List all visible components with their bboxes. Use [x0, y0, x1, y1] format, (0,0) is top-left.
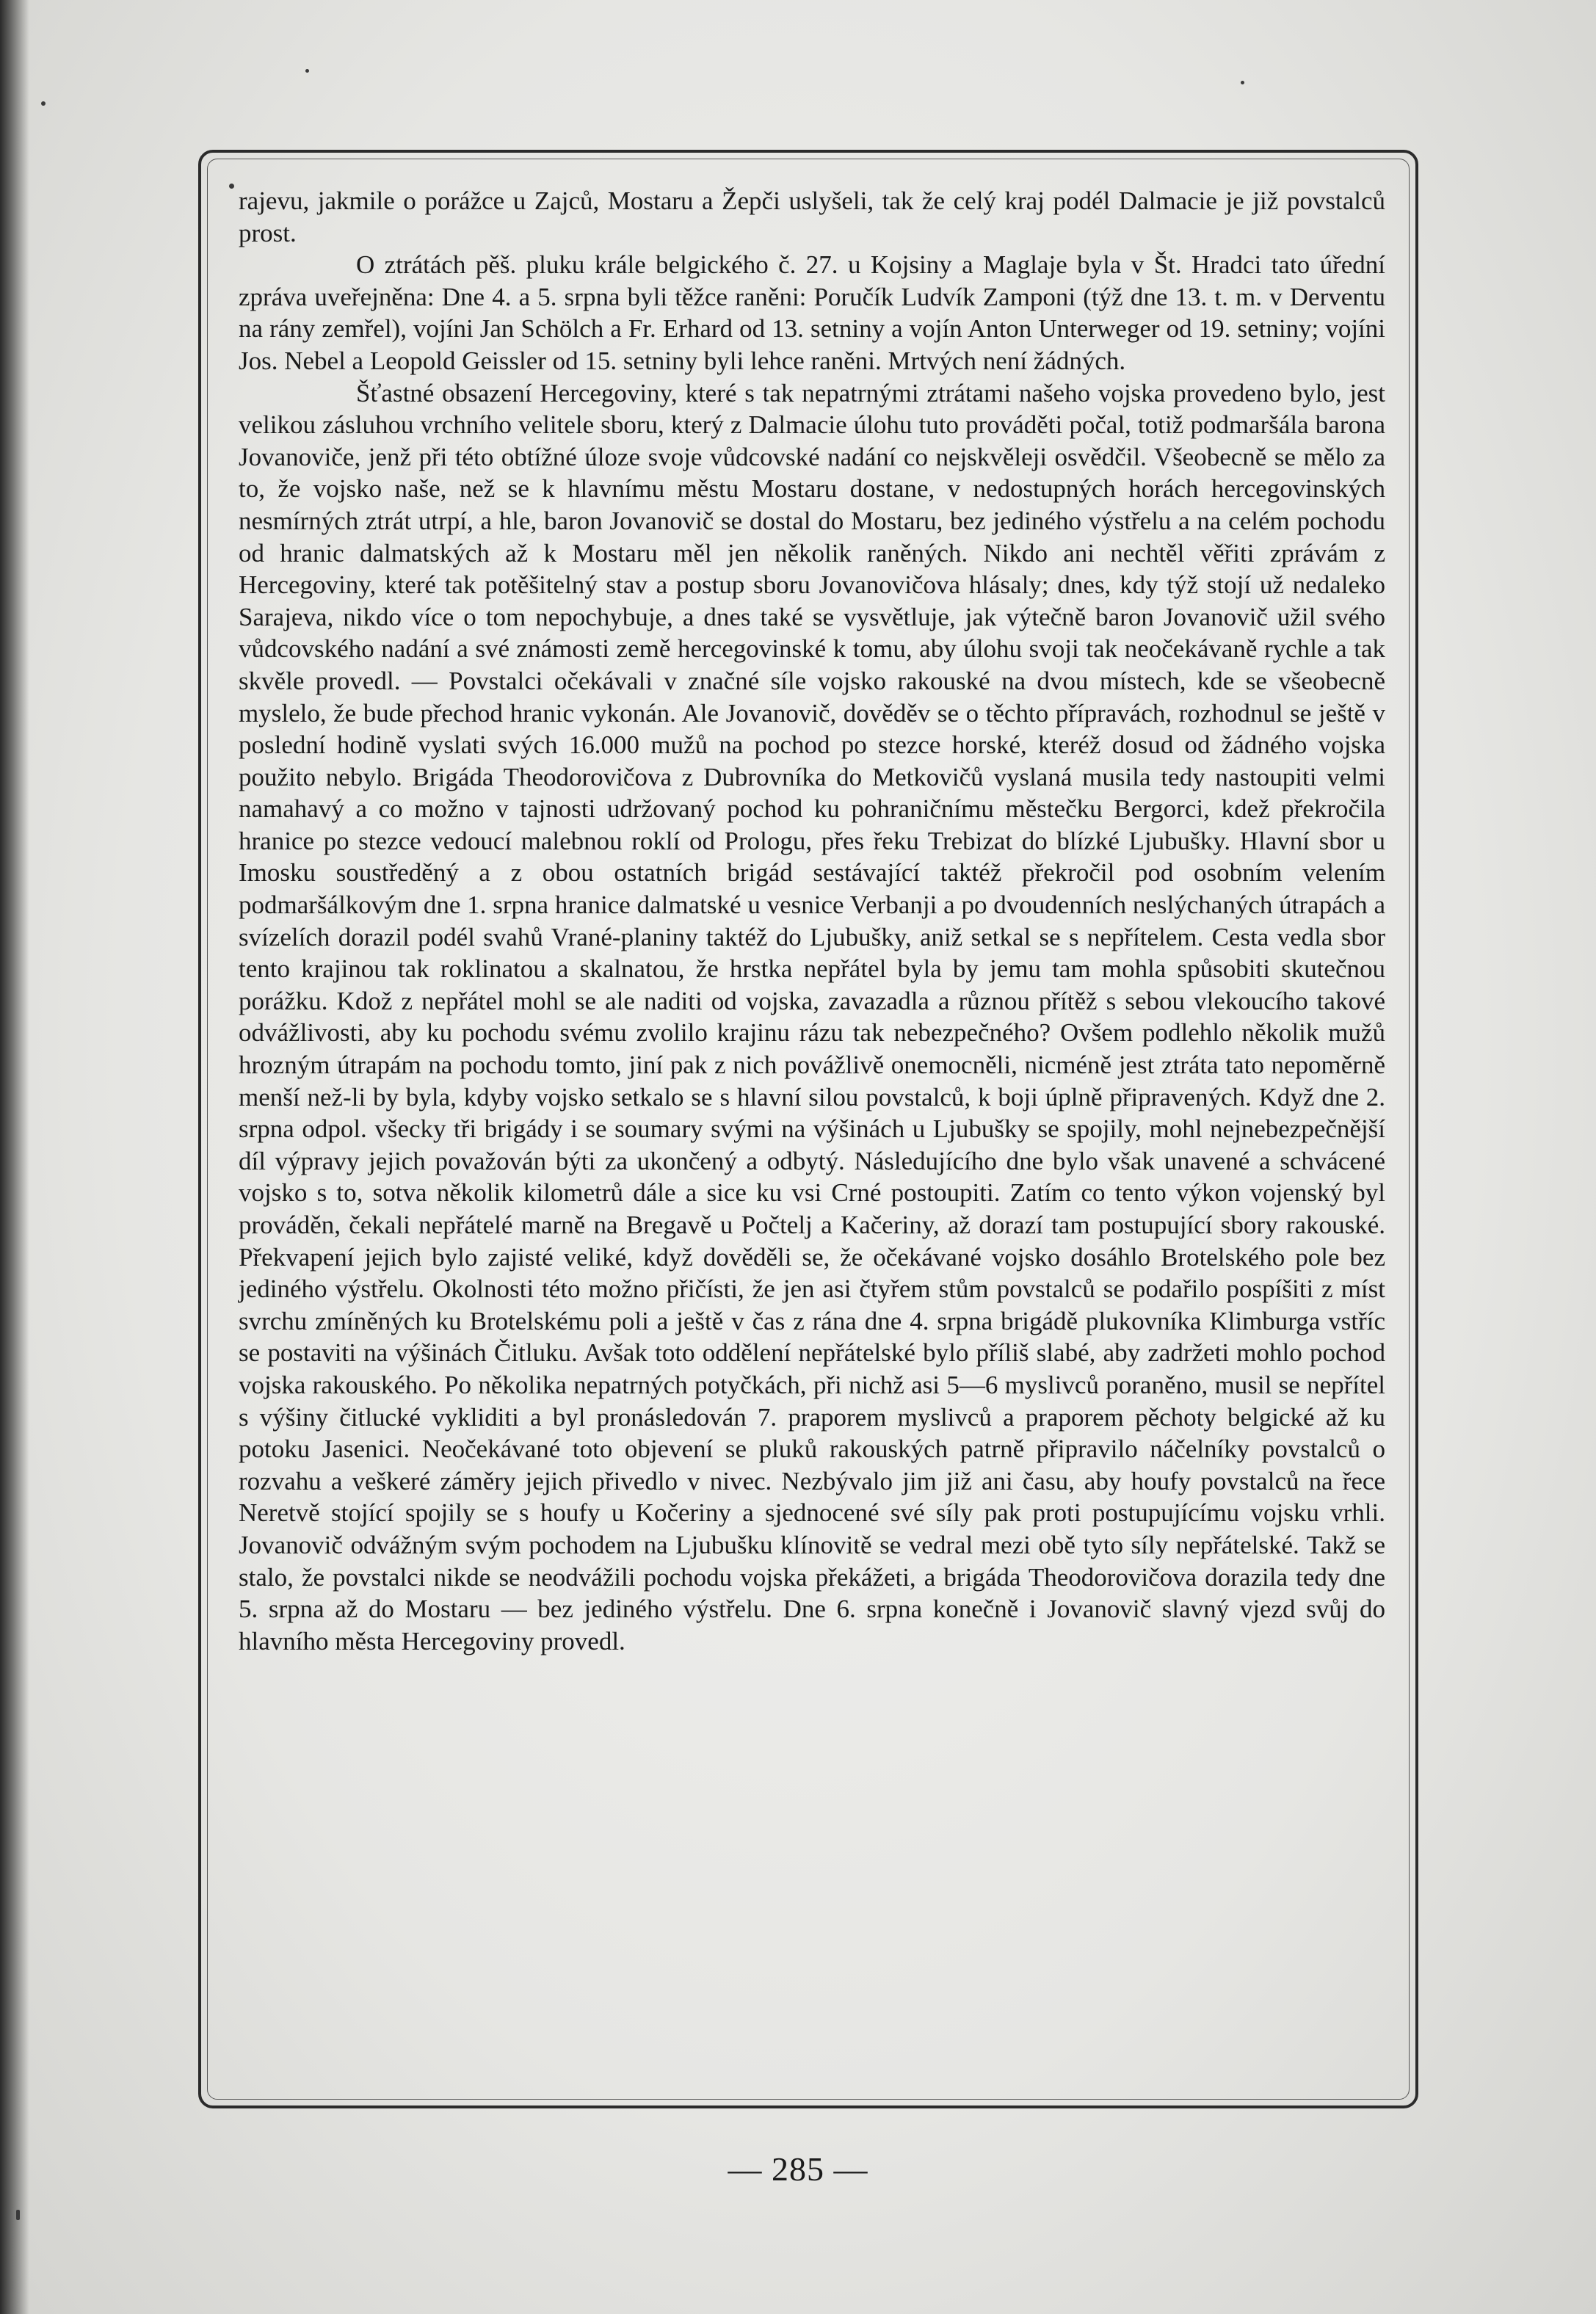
- paragraph-continuation: rajevu, jakmile o porážce u Zajců, Mostaru a Žepči uslyšeli, tak že celý kraj podél Dalmacie je již povstalců prost.: [239, 186, 1385, 247]
- article-body: [239, 185, 1385, 1657]
- paragraph-casualty-report: O ztrátách pěš. pluku krále belgického č. 27. u Kojsiny a Maglaje byla v Št. Hradci tato úřední zpráva uveřejněna: Dne 4. a 5. srpna byli těžce raněni: Poručík Ludvík Zamponi (týž dne 13. t. m. v Derventu na rány zemřel), vojíni Jan Schölch a Fr. Erhard od 13. setniny a vojín Anton Unterweger od 19. setniny; vojíni Jos. Nebel a Leopold Geissler od 15. setniny byli lehce raněni. Mrtvých není žádných.: [239, 250, 1385, 375]
- scan-speck: [16, 2210, 20, 2220]
- scan-edge-shadow: [0, 0, 29, 2314]
- scan-speck: [305, 69, 309, 73]
- scan-speck: [1241, 81, 1244, 84]
- scan-speck: [41, 101, 46, 106]
- paragraph-herzegovina-occupation: Šťastné obsazení Hercegoviny, které s tak nepatrnými ztrátami našeho vojska provedeno bylo, jest velikou zásluhou vrchního velitele sboru, který z Dalmacie úlohu tuto prováděti počal, totiž podmaršála barona Jovanoviče, jenž při této obtížné úloze svoje vůdcovské nadání co nejskvěleji osvědčil. Všeobecně se mělo za to, že vojsko naše, než se k hlavnímu městu Mostaru dostane, v nedostupných horách hercegovinských nesmírných ztrát utrpí, a hle, baron Jovanovič se dostal do Mostaru, bez jediného výstřelu a na celém pochodu od hranic dalmatských až k Mostaru měl jen několik raněných. Nikdo ani nechtěl věřiti zprávám z Hercegoviny, které tak potěšitelný stav a postup sboru Jovanovičova hlásaly; dnes, kdy týž stojí už nedaleko Sarajeva, nikdo více o tom nepochybuje, a dnes také se vysvětluje, jak výtečně baron Jovanovič užil svého vůdcovského nadání a své známosti země hercegovinské k tomu, aby úlohu svoji tak neočekávaně rychle a tak skvěle provedl. — Povstalci očekávali v značné síle vojsko rakouské na dvou místech, kde se všeobecně myslelo, že bude přechod hranic vykonán. Ale Jovanovič, dověděv se o těchto přípravách, rozhodnul se ještě v poslední hodině vyslati svých 16.000 mužů na pochod po stezce horské, kteréž dosud od žádného vojska použito nebylo. Brigáda Theodorovičova z Dubrovníka do Metkovičů vyslaná musila tedy nastoupiti velmi namahavý a co možno v tajnosti udržovaný pochod ku pohraničnímu městečku Bergorci, kdež překročila hranice po stezce vedoucí malebnou roklí od Prologu, přes řeku Trebizat do blízké Ljubušky. Hlavní sbor u Imosku soustředěný a z obou ostatních brigád sestávající taktéž překročil pod osobním velením podmaršálkovým dne 1. srpna hranice dalmatské u vesnice Verbanji a po dvoudenních neslýchaných útrapách a svízelích dorazil podél svahů Vrané-planiny taktéž do Ljubušky, aniž setkal se s nepřítelem. Cesta vedla sbor tento krajinou tak roklinatou a skalnatou, že hrstka nepřátel byla by jemu tam mohla spůsobiti skutečnou porážku. Kdož z nepřátel mohl se ale naditi od vojska, zavazadla a různou přítěž s sebou vlekoucího takové odvážlivosti, aby ku pochodu svému zvolilo krajinu rázu tak nebezpečného? Ovšem podlehlo několik mužů hrozným útrapám na pochodu tomto, jiní pak z nich povážlivě onemocněli, nicméně jest ztráta tato nepoměrně menší než-li by byla, kdyby vojsko setkalo se s hlavní silou povstalců, k boji úplně připravených. Když dne 2. srpna odpol. všecky tři brigády i se soumary svými na výšinách u Ljubušky se spojily, mohl nejnebezpečnější díl výpravy jejich považován býti za ukončený a odbytý. Následujícího dne bylo však unavené a schvácené vojsko s to, sotva několik kilometrů dále a sice ku vsi Crné postoupiti. Zatím co tento výkon vojenský byl prováděn, čekali nepřátelé marně na Bregavě u Počtelj a Kačeriny, až dorazí tam postupující sbory rakouské. Překvapení jejich bylo zajisté veliké, když dověděli se, že očekávané vojsko dosáhlo Brotelského pole bez jediného výstřelu. Okolnosti této možno přičísti, že jen asi čtyřem stům povstalců se podařilo pospíšiti z míst svrchu zmíněných ku Brotelskému poli a ještě v čas z rána dne 4. srpna brigádě plukovníka Klimburga vstříc se postaviti na výšinách Čitluku. Avšak toto oddělení nepřátelské bylo příliš slabé, aby zadržeti mohlo pochod vojska rakouského. Po několika nepatrných potyčkách, při nichž asi 5—6 myslivců poraněno, musil se nepřítel s výšiny čitlucké vykliditi a byl pronásledován 7. praporem myslivců a praporem pěchoty belgické až ku potoku Jasenici. Neočekávané toto objevení se pluků rakouských patrně připravilo náčelníky povstalců o rozvahu a veškeré záměry jejich přivedlo v nivec. Nezbývalo jim již ani času, aby houfy povstalců na řece Neretvě stojící spojily se s houfy u Kočeriny a sjednocené své síly pak proti postupujícímu vojsku vrhli. Jovanovič odvážným svým pochodem na Ljubušku klínovitě se vedral mezi obě tyto síly nepřátelské. Takž se stalo, že povstalci nikde se neodvážili pochodu vojska překážeti, a brigáda Theodorovičova dorazila tedy dne 5. srpna až do Mostaru — bez jediného výstřelu. Dne 6. srpna konečně i Jovanovič slavný vjezd svůj do hlavního města Hercegoviny provedl.: [239, 378, 1385, 1655]
- scan-speck: [229, 184, 234, 189]
- page-number: — 285 —: [728, 2150, 868, 2188]
